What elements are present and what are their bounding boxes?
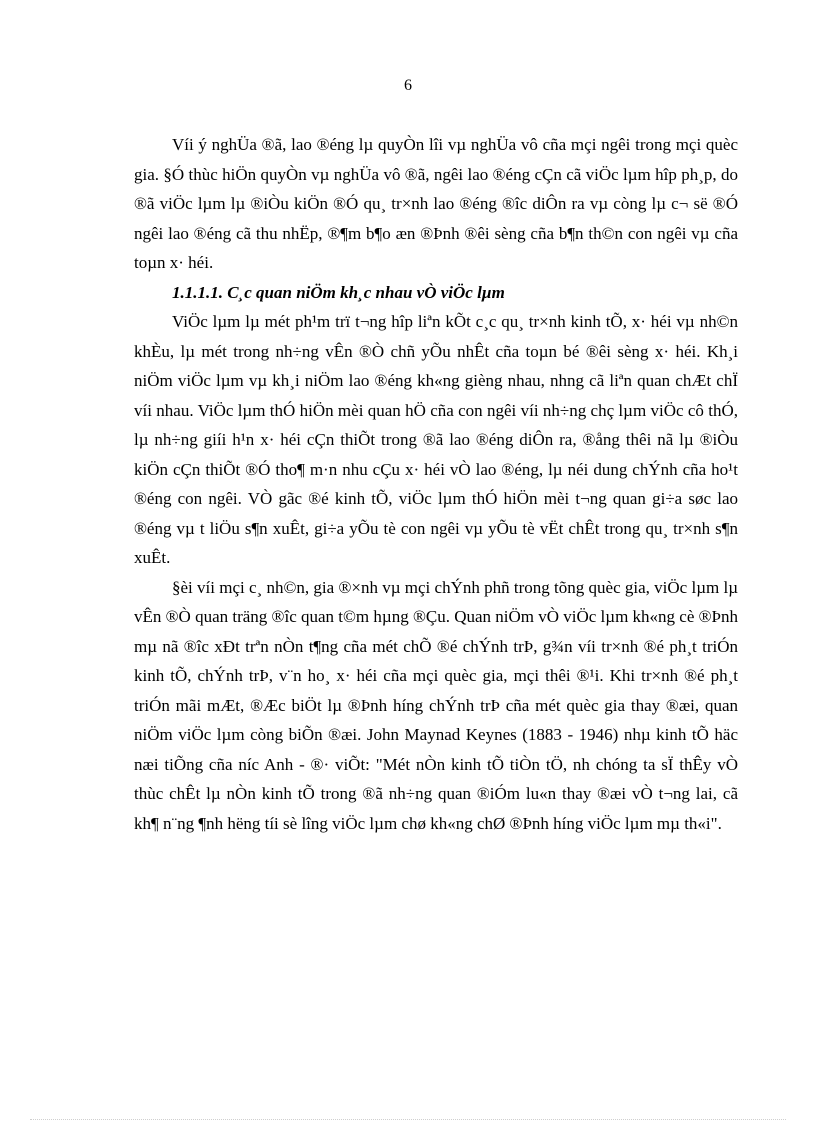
page-number: 6 <box>404 77 412 94</box>
section-heading: 1.1.1.1. C¸c quan niÖm kh¸c nhau vÒ viÖc lµm <box>172 282 505 302</box>
page-bottom-divider <box>30 1119 786 1120</box>
paragraph-labor-rights: Víi ý nghÜa ®ã, lao ®éng lµ quyÒn lîi vµ nghÜa vô cña mçi ngêi trong mçi quèc gia. §Ó thùc hiÖn quyÒn vµ nghÜa vô ®ã, ngêi lao ®éng cÇn cã viÖc lµm hîp ph¸p, do ®ã viÖc lµm lµ ®iÒu kiÖn ®Ó qu¸ tr×nh lao ®éng ®îc diÔn ra vµ còng lµ c¬ së ®Ó ngêi lao ®éng cã thu nhËp, ®¶m b¶o æn ®Þnh ®êi sèng cña b¶n th©n con ngêi vµ cña toµn x· héi. <box>134 135 738 272</box>
paragraph-employment-views: §èi víi mçi c¸ nh©n, gia ®×nh vµ mçi chÝnh phñ trong tõng quèc gia, viÖc lµm lµ vÊn ®Ò quan träng ®îc quan t©m hµng ®Çu. Quan niÖm vÒ viÖc lµm kh«ng cè ®Þnh mµ nã ®îc xÐt trªn nÒn t¶ng cña mét chÕ ®é chÝnh trÞ, g¾n víi tr×nh ®é ph¸t triÓn kinh tÕ, chÝnh trÞ, v¨n ho¸ x· héi cña mçi quèc gia, mçi thêi ®¹i. Khi tr×nh ®é ph¸t triÓn mãi mÆt, ®Æc biÖt lµ ®Þnh híng chÝnh trÞ cña mét quèc gia thay ®æi, quan niÖm viÖc lµm còng biÕn ®æi. John Maynad Keynes (1883 - 1946) nhµ kinh tÕ häc næi tiÕng cña níc Anh - ®· viÕt: "Mét nÒn kinh tÕ tiÒn tÖ, nh chóng ta sÏ thÊy vÒ thùc chÊt lµ nÒn kinh tÕ trong ®ã nh÷ng quan ®iÓm lu«n thay ®æi vÒ t¬ng lai, cã kh¶ n¨ng ¶nh hëng tíi sè lîng viÖc lµm chø kh«ng chØ ®Þnh híng viÖc lµm mµ th«i". <box>134 577 739 833</box>
paragraph-employment-concept: ViÖc lµm lµ mét ph¹m trï t¬ng hîp liªn kÕt c¸c qu¸ tr×nh kinh tÕ, x· héi vµ nh©n khÈu, lµ mét trong nh÷ng vÊn ®Ò chñ yÕu nhÊt cña toµn bé ®êi sèng x· héi. Kh¸i niÖm viÖc lµm vµ kh¸i niÖm lao ®éng kh«ng gièng nhau, nhng cã liªn quan chÆt chÏ víi nhau. ViÖc lµm thÓ hiÖn mèi quan hÖ cña con ngêi víi nh÷ng chç lµm viÖc cô thÓ, lµ nh÷ng giíi h¹n x· héi cÇn thiÕt trong ®ã lao ®éng diÔn ra, ®ång thêi nã lµ ®iÒu kiÖn cÇn thiÕt ®Ó tho¶ m·n nhu cÇu x· héi vÒ lao ®éng, lµ néi dung chÝnh cña ho¹t ®éng con ngêi. VÒ gãc ®é kinh tÕ, viÖc lµm thÓ hiÖn mèi t¬ng quan gi÷a søc lao ®éng vµ t liÖu s¶n xuÊt, gi÷a yÕu tè con ngêi vµ yÕu tè vËt chÊt trong qu¸ tr×nh s¶n xuÊt. <box>134 312 738 567</box>
page-body <box>134 130 738 838</box>
